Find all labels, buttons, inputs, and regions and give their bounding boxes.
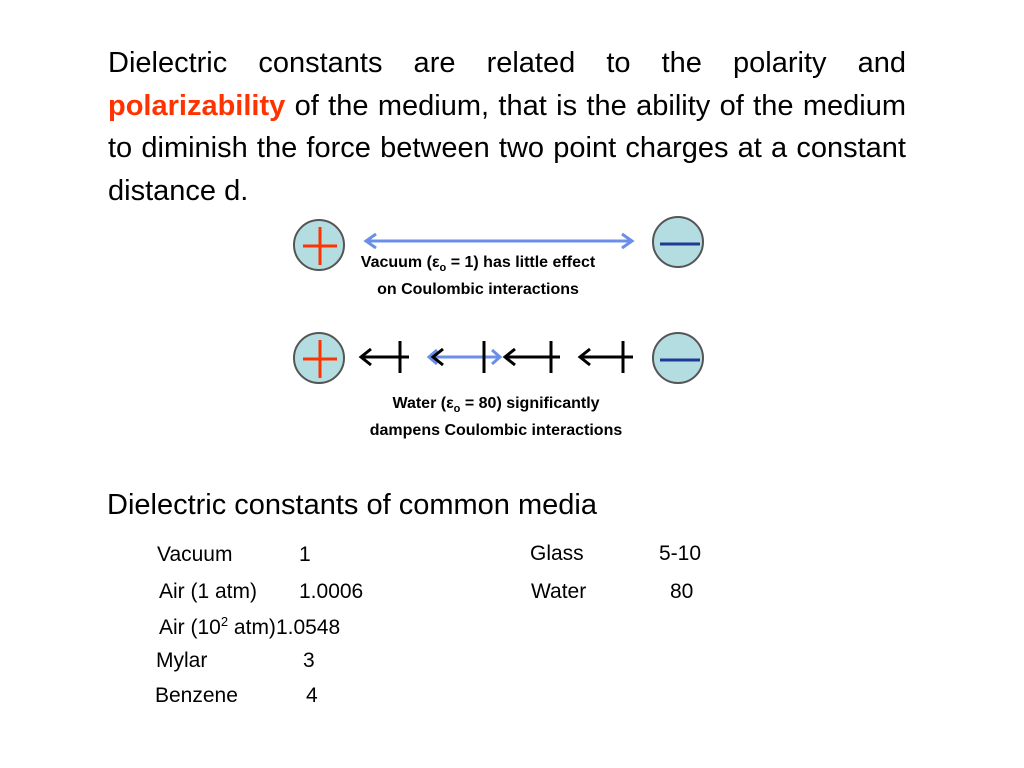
media-value-benzene: 4 [306,684,318,707]
media-value-glass: 5-10 [659,542,702,565]
plus-icon [295,334,347,386]
media-name-vacuum: Vacuum [157,543,233,566]
positive-charge-water [293,332,345,384]
negative-charge-vacuum [652,216,704,268]
media-name-glass: Glass [530,542,584,565]
plus-icon [295,221,347,273]
epsilon-symbol: ε [431,254,440,271]
media-name-water: Water [531,580,587,603]
caption-text: Vacuum ( [360,254,432,271]
media-name-mylar: Mylar [156,649,208,672]
media-value-vacuum: 1 [299,543,311,566]
positive-charge-vacuum [293,219,345,271]
media-name-text: Air (10 [159,616,221,639]
epsilon-subscript: o [439,262,447,275]
intro-text-end: of the medium, that is the ability of the medium to diminish the force between two point charges at a constant distance d. [108,89,906,207]
media-value-air-1atm: 1.0006 [299,580,364,603]
intro-paragraph [108,42,906,212]
caption-text: = 80) significantly dampens Coulombic interactions [369,395,623,440]
minus-icon [654,334,706,386]
epsilon-symbol: ε [446,395,454,412]
media-name-text: atm) [228,616,276,639]
media-value-mylar: 3 [303,649,315,672]
epsilon-subscript: o [453,403,461,416]
caption-text: = 1) has little effect on Coulombic interactions [377,254,596,299]
negative-charge-water [652,332,704,384]
polarizability-term: polarizability [108,89,286,122]
media-name-benzene: Benzene [155,684,238,707]
media-name-air-1atm: Air (1 atm) [159,580,258,603]
vacuum-caption [358,252,598,301]
media-value-water: 80 [670,580,694,603]
dipole-chain-water [355,337,645,377]
intro-text-start: Dielectric constants are related to the polarity and [108,47,906,79]
water-caption [362,393,630,442]
exponent: 2 [220,614,229,629]
section-title: Dielectric constants of common media [107,489,597,521]
caption-text: Water ( [392,395,447,412]
media-name-air-100atm [159,614,340,640]
minus-icon [654,218,706,270]
media-value-air-100atm: 1.0548 [275,616,341,639]
double-arrow-vacuum [360,231,640,251]
